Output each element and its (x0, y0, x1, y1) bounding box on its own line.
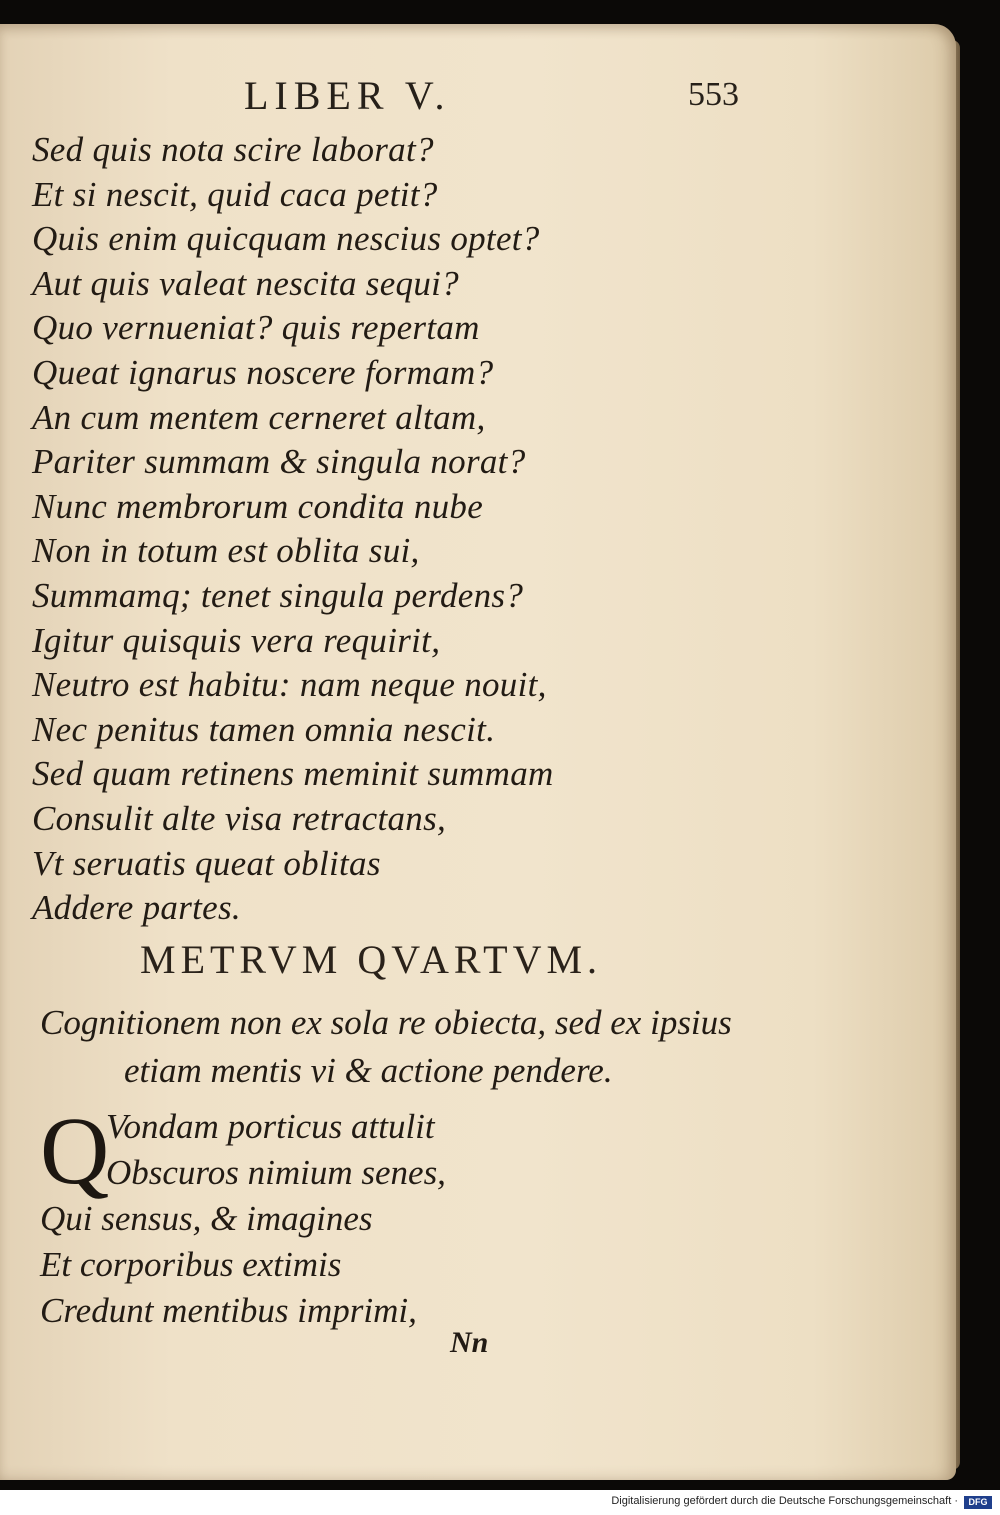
argument-line: etiam mentis vi & actione pendere. (124, 1051, 613, 1090)
verse-line: Addere partes. (32, 888, 241, 928)
verse-line: Queat ignarus noscere formam? (32, 352, 494, 392)
verse-line: Igitur quisquis vera requirit, (32, 620, 441, 660)
page-header (0, 72, 956, 122)
metrum-lines (40, 1097, 740, 1334)
verse-line: Aut quis valeat nescita sequi? (32, 263, 459, 303)
metrum-line: Qui sensus, & imagines (40, 1199, 373, 1238)
metrum-line: Et corporibus extimis (40, 1245, 342, 1284)
digitization-footer (0, 1490, 1000, 1515)
verse-line: Vt seruatis queat oblitas (32, 843, 381, 883)
argument-summary (40, 999, 800, 1095)
verse-block (32, 128, 932, 931)
metrum-line: Credunt mentibus imprimi, (40, 1291, 417, 1330)
verse-line: Pariter summam & singula norat? (32, 442, 526, 482)
verse-line: Quo vernueniat? quis repertam (32, 308, 480, 348)
verse-line: Sed quis nota scire laborat? (32, 130, 434, 169)
verse-line: An cum mentem cerneret altam, (32, 397, 486, 437)
running-title: LIBER V. (244, 73, 451, 118)
section-heading: METRVM QVARTVM. (140, 937, 603, 982)
book-page (0, 24, 956, 1480)
signature-mark: Nn (450, 1326, 489, 1359)
verse-line: Neutro est habitu: nam neque nouit, (32, 665, 547, 705)
metrum-line: Obscuros nimium senes, (106, 1153, 446, 1192)
funding-credit: Digitalisierung gefördert durch die Deutsche Forschungsgemeinschaft · (611, 1495, 958, 1507)
verse-line: Sed quam retinens meminit summam (32, 754, 554, 794)
verse-line: Et si nescit, quid caca petit? (32, 174, 438, 214)
metrum-block (40, 1097, 740, 1334)
verse-line: Nunc membrorum condita nube (32, 486, 484, 526)
dfg-logo: DFG (964, 1496, 992, 1509)
verse-line: Consulit alte visa retractans, (32, 798, 447, 838)
drop-cap: Q (40, 1097, 110, 1204)
verse-line: Non in totum est oblita sui, (32, 531, 420, 571)
metrum-line: Vondam porticus attulit (106, 1107, 435, 1146)
verse-line: Quis enim quicquam nescius optet? (32, 219, 540, 259)
verse-line: Nec penitus tamen omnia nescit. (32, 709, 496, 749)
verse-line: Summamq; tenet singula perdens? (32, 575, 524, 615)
argument-line: Cognitionem non ex sola re obiecta, sed ex ipsius (40, 1003, 732, 1042)
page-number: 553 (688, 76, 739, 113)
